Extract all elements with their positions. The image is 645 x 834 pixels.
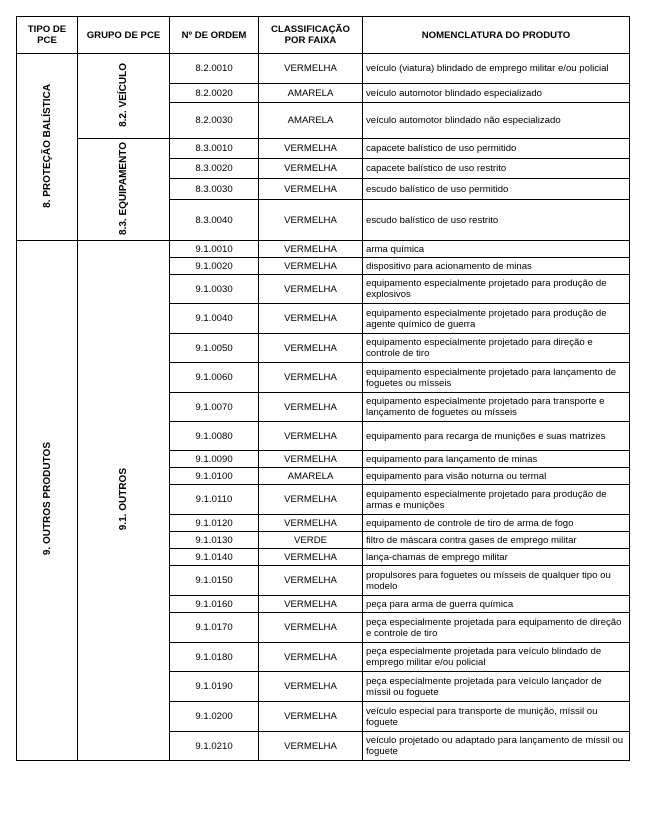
classe-cell: VERMELHA (259, 258, 363, 275)
nome-cell: dispositivo para acionamento de minas (363, 258, 630, 275)
nome-cell: escudo balístico de uso restrito (363, 200, 630, 241)
nome-cell: peça especialmente projetada para veículo lançador de míssil ou foguete (363, 672, 630, 702)
ordem-cell: 9.1.0160 (170, 596, 259, 613)
ordem-cell: 9.1.0070 (170, 393, 259, 422)
classe-cell: VERMELHA (259, 451, 363, 468)
nome-cell: veículo automotor blindado não especializado (363, 103, 630, 139)
ordem-cell: 9.1.0100 (170, 468, 259, 485)
classe-cell: VERMELHA (259, 54, 363, 84)
ordem-cell: 9.1.0200 (170, 702, 259, 732)
ordem-cell: 8.3.0010 (170, 139, 259, 159)
ordem-cell: 9.1.0020 (170, 258, 259, 275)
ordem-cell: 8.3.0030 (170, 179, 259, 200)
ordem-cell: 9.1.0040 (170, 304, 259, 334)
grupo-cell-8-2 (78, 54, 170, 139)
classe-cell: VERMELHA (259, 200, 363, 241)
classe-cell: VERMELHA (259, 732, 363, 761)
grupo-label-8-2: 8.2. VEÍCULO (118, 62, 129, 127)
classe-cell: AMARELA (259, 84, 363, 103)
header-ordem: Nº DE ORDEM (170, 17, 259, 54)
ordem-cell: 9.1.0140 (170, 549, 259, 566)
ordem-cell: 9.1.0050 (170, 334, 259, 363)
nome-cell: equipamento especialmente projetado para produção de agente químico de guerra (363, 304, 630, 334)
classe-cell: VERDE (259, 532, 363, 549)
ordem-cell: 8.2.0010 (170, 54, 259, 84)
nome-cell: peça para arma de guerra química (363, 596, 630, 613)
nome-cell: equipamento de controle de tiro de arma de fogo (363, 515, 630, 532)
nome-cell: equipamento para lançamento de minas (363, 451, 630, 468)
nome-cell: veículo (viatura) blindado de emprego militar e/ou policial (363, 54, 630, 84)
grupo-label-8-3: 8.3. EQUIPAMENTO (118, 141, 129, 235)
nome-cell: capacete balístico de uso restrito (363, 159, 630, 179)
nome-cell: lança-chamas de emprego militar (363, 549, 630, 566)
ordem-cell: 8.3.0040 (170, 200, 259, 241)
classe-cell: VERMELHA (259, 672, 363, 702)
table-row (17, 54, 630, 84)
ordem-cell: 9.1.0090 (170, 451, 259, 468)
classe-cell: VERMELHA (259, 549, 363, 566)
header-tipo: TIPO DE PCE (17, 17, 78, 54)
ordem-cell: 9.1.0180 (170, 643, 259, 672)
classe-cell: VERMELHA (259, 241, 363, 258)
nome-cell: peça especialmente projetada para veículo blindado de emprego militar e/ou policial (363, 643, 630, 672)
nome-cell: veículo especial para transporte de munição, míssil ou foguete (363, 702, 630, 732)
ordem-cell: 9.1.0010 (170, 241, 259, 258)
classe-cell: VERMELHA (259, 304, 363, 334)
classe-cell: VERMELHA (259, 275, 363, 304)
classe-cell: VERMELHA (259, 515, 363, 532)
nome-cell: equipamento especialmente projetado para lançamento de foguetes ou mísseis (363, 363, 630, 393)
classe-cell: VERMELHA (259, 566, 363, 596)
tipo-label-9: 9. OUTROS PRODUTOS (41, 442, 53, 556)
grupo-cell-8-3 (78, 139, 170, 241)
classe-cell: VERMELHA (259, 702, 363, 732)
classe-cell: AMARELA (259, 103, 363, 139)
classe-cell: AMARELA (259, 468, 363, 485)
nome-cell: peça especialmente projetada para equipamento de direção e controle de tiro (363, 613, 630, 643)
ordem-cell: 9.1.0030 (170, 275, 259, 304)
classe-cell: VERMELHA (259, 139, 363, 159)
nome-cell: equipamento para visão noturna ou termal (363, 468, 630, 485)
grupo-cell-9-1 (78, 241, 170, 761)
nome-cell: capacete balístico de uso permitido (363, 139, 630, 159)
classe-cell: VERMELHA (259, 179, 363, 200)
tipo-cell-8 (17, 54, 78, 241)
header-grupo: GRUPO DE PCE (78, 17, 170, 54)
ordem-cell: 8.2.0030 (170, 103, 259, 139)
ordem-cell: 9.1.0170 (170, 613, 259, 643)
ordem-cell: 9.1.0190 (170, 672, 259, 702)
nome-cell: filtro de máscara contra gases de emprego militar (363, 532, 630, 549)
nome-cell: equipamento especialmente projetado para produção de explosivos (363, 275, 630, 304)
classe-cell: VERMELHA (259, 363, 363, 393)
classe-cell: VERMELHA (259, 159, 363, 179)
ordem-cell: 9.1.0150 (170, 566, 259, 596)
ordem-cell: 9.1.0210 (170, 732, 259, 761)
classe-cell: VERMELHA (259, 334, 363, 363)
ordem-cell: 8.3.0020 (170, 159, 259, 179)
classe-cell: VERMELHA (259, 596, 363, 613)
table-row (17, 139, 630, 159)
grupo-label-9-1: 9.1. OUTROS (118, 467, 129, 531)
header-classificacao: CLASSIFICAÇÃO POR FAIXA (259, 17, 363, 54)
nome-cell: veículo projetado ou adaptado para lançamento de míssil ou foguete (363, 732, 630, 761)
nome-cell: equipamento especialmente projetado para transporte e lançamento de foguetes ou mísseis (363, 393, 630, 422)
tipo-label-8: 8. PROTEÇÃO BALÍSTICA (41, 83, 53, 208)
nome-cell: equipamento especialmente projetado para produção de armas e munições (363, 485, 630, 515)
table-row (17, 241, 630, 258)
nome-cell: equipamento especialmente projetado para direção e controle de tiro (363, 334, 630, 363)
ordem-cell: 9.1.0060 (170, 363, 259, 393)
pce-table (16, 16, 630, 761)
ordem-cell: 9.1.0080 (170, 422, 259, 451)
header-row (17, 17, 630, 54)
ordem-cell: 8.2.0020 (170, 84, 259, 103)
nome-cell: arma química (363, 241, 630, 258)
classe-cell: VERMELHA (259, 485, 363, 515)
nome-cell: veículo automotor blindado especializado (363, 84, 630, 103)
classe-cell: VERMELHA (259, 643, 363, 672)
nome-cell: escudo balístico de uso permitido (363, 179, 630, 200)
classe-cell: VERMELHA (259, 422, 363, 451)
classe-cell: VERMELHA (259, 393, 363, 422)
nome-cell: equipamento para recarga de munições e suas matrizes (363, 422, 630, 451)
ordem-cell: 9.1.0120 (170, 515, 259, 532)
tipo-cell-9 (17, 241, 78, 761)
ordem-cell: 9.1.0130 (170, 532, 259, 549)
ordem-cell: 9.1.0110 (170, 485, 259, 515)
classe-cell: VERMELHA (259, 613, 363, 643)
nome-cell: propulsores para foguetes ou mísseis de qualquer tipo ou modelo (363, 566, 630, 596)
header-nomenclatura: NOMENCLATURA DO PRODUTO (363, 17, 630, 54)
